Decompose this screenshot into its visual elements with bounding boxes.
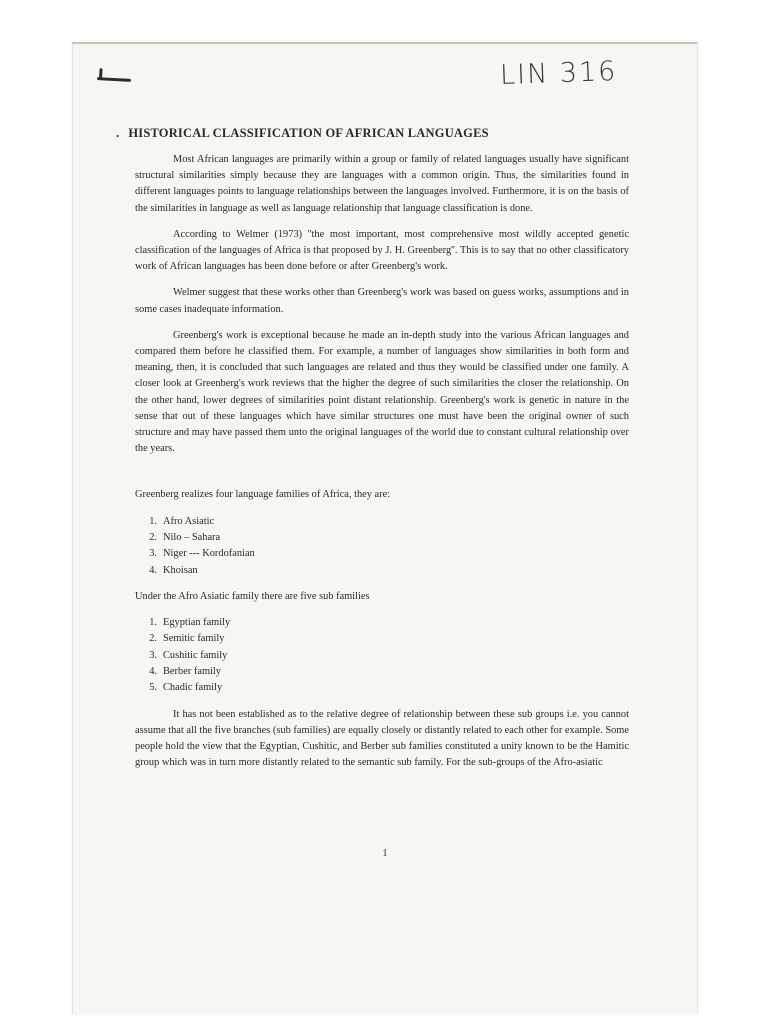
handwritten-corner-mark xyxy=(97,77,131,82)
list-item: 1. Afro Asiatic xyxy=(149,515,215,527)
paragraph-1: Most African languages are primarily within a group or family of related languages usually have significant structural similarities simply because they are languages with a common origin. Thus, the similarities found in different languages points to language relationships between the languages involved. Furthermore, it is on the basis of the similarities in language as well as language relationship that language classification is done. xyxy=(135,154,629,214)
families-intro: Greenberg realizes four language families of Africa, they are: xyxy=(135,489,391,501)
closing-paragraph: It has not been established as to the relative degree of relationship between these sub groups i.e. you cannot assume that all the five branches (sub families) are equally closely or distantly related to each other for example. Some people hold the view that the Egyptian, Cushitic, and Berber sub families constituted a unity known to be the Hamitic group which was in turn more distantly related to the semantic sub family. For the sub-groups of the Afro-asiatic xyxy=(135,708,629,769)
handwritten-course-code: LIN 316 xyxy=(499,55,618,92)
list-item: 3. Cushitic family xyxy=(149,649,228,661)
list-item: 2. Nilo – Sahara xyxy=(149,531,221,543)
paragraph-4: Greenberg's work is exceptional because he made an in-depth study into the various African languages and compared them before he classified them. For example, a number of languages show similarities in both form and meaning, then, it is concluded that such languages are related and thus they would be classified under one family. A closer look at Greenberg's work reviews that the higher the degree of such similarities the closer the relationship. On the other hand, lower degrees of similarities point distant relationship. Greenberg's work is genetic in nature in the sense that out of these languages which have similar structures one must have been the original owner of such structure and may have passed them unto the original languages of the world due to constant cultural relationship over the years. xyxy=(135,329,629,455)
families-list xyxy=(135,514,629,579)
list-item: 2. Semitic family xyxy=(149,633,225,645)
page-number: 1 xyxy=(382,848,388,859)
paragraph-3: Welmer suggest that these works other than Greenberg's work was based on guess works, assumptions and in some cases inadequate information. xyxy=(135,287,629,315)
list-item: 4. Berber family xyxy=(149,665,221,677)
subfamilies-list xyxy=(135,615,629,696)
list-item: 5. Chadic family xyxy=(149,682,223,694)
list-item: 3. Niger --- Kordofanian xyxy=(149,548,255,560)
document-title-row xyxy=(116,126,489,141)
list-item: 1. Egyptian family xyxy=(149,617,231,629)
document-title: HISTORICAL CLASSIFICATION OF AFRICAN LANGUAGES xyxy=(128,126,489,140)
title-bullet: . xyxy=(116,126,120,140)
document-page xyxy=(72,42,698,1014)
document-body xyxy=(135,152,629,781)
list-item: 4. Khoisan xyxy=(149,564,198,576)
subfamilies-intro: Under the Afro Asiatic family there are five sub families xyxy=(135,590,370,602)
paragraph-2: According to Welmer (1973) ''the most important, most comprehensive most wildly accepted genetic classification of the languages of Africa is that proposed by J. H. Greenberg''. This is to say that no other classificatory work of African languages has been done before or after Greenberg's work. xyxy=(135,228,629,273)
